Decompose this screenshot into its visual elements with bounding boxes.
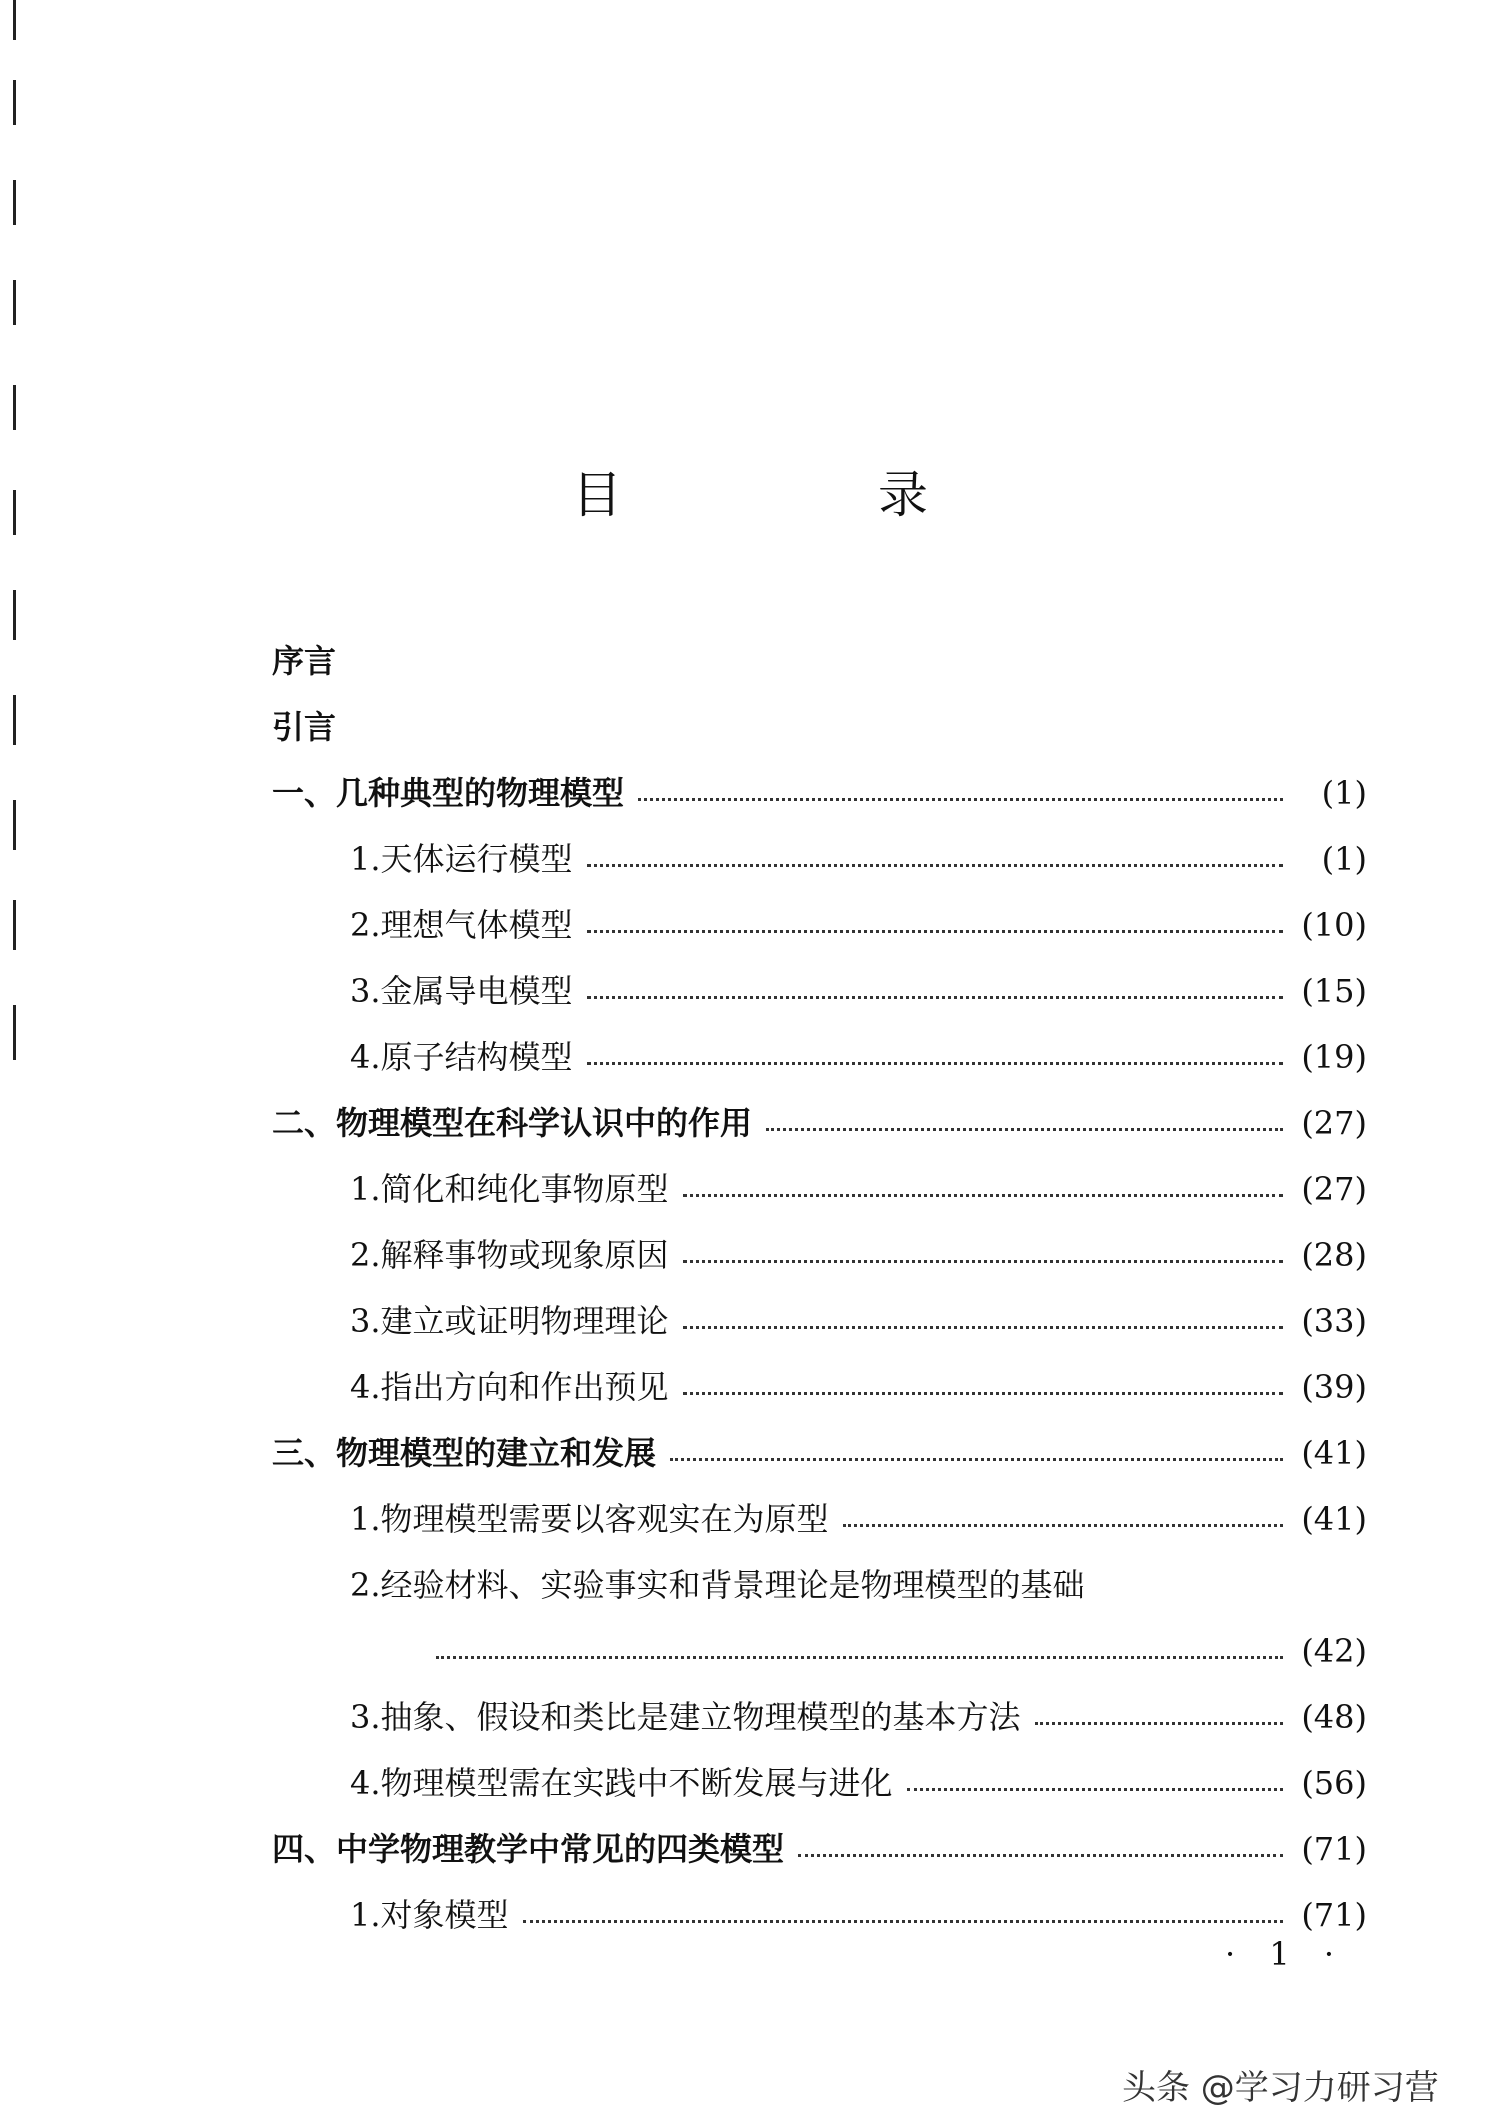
toc-entry-page: (19) xyxy=(1301,1038,1367,1076)
scan-margin-marks xyxy=(13,0,17,1060)
toc-entry xyxy=(272,1671,1367,1737)
toc-entry xyxy=(272,945,1367,1011)
toc-entry-page: (42) xyxy=(1301,1632,1367,1670)
leader-dots xyxy=(587,995,1283,999)
toc-entry-title: 1.简化和纯化事物原型 xyxy=(350,1170,669,1208)
table-of-contents xyxy=(272,615,1367,1935)
leader-dots xyxy=(638,797,1283,801)
leader-dots xyxy=(1035,1721,1283,1725)
leader-dots xyxy=(587,863,1283,867)
toc-entry xyxy=(272,1341,1367,1407)
toc-entry-page: (39) xyxy=(1301,1368,1367,1406)
toc-entry xyxy=(272,1011,1367,1077)
toc-entry xyxy=(272,1869,1367,1935)
toc-entry-title: 1.对象模型 xyxy=(350,1896,509,1934)
leader-dots xyxy=(683,1193,1283,1197)
leader-dots xyxy=(587,1061,1283,1065)
toc-entry-page: (27) xyxy=(1301,1104,1367,1142)
toc-entry-page: (15) xyxy=(1301,972,1367,1010)
toc-entry xyxy=(272,681,1367,747)
leader-dots xyxy=(523,1919,1283,1923)
toc-entry xyxy=(272,747,1367,813)
leader-dots xyxy=(683,1259,1283,1263)
page-number: · 1 · xyxy=(1225,1935,1347,1973)
toc-entry xyxy=(272,1803,1367,1869)
toc-entry xyxy=(272,1143,1367,1209)
leader-dots xyxy=(670,1457,1283,1461)
toc-entry xyxy=(272,1605,1367,1671)
toc-entry-page: (71) xyxy=(1301,1830,1367,1868)
toc-entry-title: 引言 xyxy=(272,708,337,746)
toc-entry-title: 3.抽象、假设和类比是建立物理模型的基本方法 xyxy=(350,1698,1021,1736)
toc-entry-title: 四、中学物理教学中常见的四类模型 xyxy=(272,1830,785,1868)
watermark: 头条 @学习力研习营 xyxy=(1122,2068,1439,2108)
toc-entry xyxy=(272,813,1367,879)
toc-entry-page: (28) xyxy=(1301,1236,1367,1274)
leader-dots xyxy=(843,1523,1283,1527)
toc-entry xyxy=(272,1737,1367,1803)
leader-dots xyxy=(587,929,1283,933)
toc-entry-page: (41) xyxy=(1301,1500,1367,1538)
toc-entry-page: (41) xyxy=(1301,1434,1367,1472)
toc-entry xyxy=(272,1473,1367,1539)
toc-entry-title: 3.建立或证明物理理论 xyxy=(350,1302,669,1340)
toc-entry-page: (10) xyxy=(1301,906,1367,944)
toc-entry-title: 一、几种典型的物理模型 xyxy=(272,774,625,812)
toc-entry-page: (48) xyxy=(1301,1698,1367,1736)
page-title: 目 录 xyxy=(572,466,1048,524)
leader-dots xyxy=(683,1325,1283,1329)
toc-entry-title: 序言 xyxy=(272,642,337,680)
toc-entry xyxy=(272,1209,1367,1275)
toc-entry-title: 4.物理模型需在实践中不断发展与进化 xyxy=(350,1764,893,1802)
leader-dots xyxy=(907,1787,1283,1791)
toc-entry xyxy=(272,615,1367,681)
toc-entry xyxy=(272,879,1367,945)
toc-entry-page: (27) xyxy=(1301,1170,1367,1208)
toc-entry xyxy=(272,1539,1367,1605)
toc-entry xyxy=(272,1275,1367,1341)
toc-entry-page: (56) xyxy=(1301,1764,1367,1802)
leader-dots xyxy=(436,1655,1283,1659)
toc-entry-title: 3.金属导电模型 xyxy=(350,972,573,1010)
leader-dots xyxy=(683,1391,1283,1395)
toc-entry xyxy=(272,1407,1367,1473)
toc-entry xyxy=(272,1077,1367,1143)
toc-entry-title: 二、物理模型在科学认识中的作用 xyxy=(272,1104,753,1142)
toc-entry-title: 2.经验材料、实验事实和背景理论是物理模型的基础 xyxy=(350,1566,1085,1604)
leader-dots xyxy=(798,1853,1283,1857)
toc-entry-title: 2.理想气体模型 xyxy=(350,906,573,944)
toc-entry-page: (1) xyxy=(1321,774,1367,812)
toc-entry-title: 三、物理模型的建立和发展 xyxy=(272,1434,657,1472)
toc-entry-page: (33) xyxy=(1301,1302,1367,1340)
toc-entry-title: 1.天体运行模型 xyxy=(350,840,573,878)
toc-entry-title: 4.原子结构模型 xyxy=(350,1038,573,1076)
toc-entry-page: (71) xyxy=(1301,1896,1367,1934)
toc-entry-page: (1) xyxy=(1321,840,1367,878)
toc-entry-title: 1.物理模型需要以客观实在为原型 xyxy=(350,1500,829,1538)
toc-entry-title: 2.解释事物或现象原因 xyxy=(350,1236,669,1274)
leader-dots xyxy=(766,1127,1283,1131)
toc-entry-title: 4.指出方向和作出预见 xyxy=(350,1368,669,1406)
